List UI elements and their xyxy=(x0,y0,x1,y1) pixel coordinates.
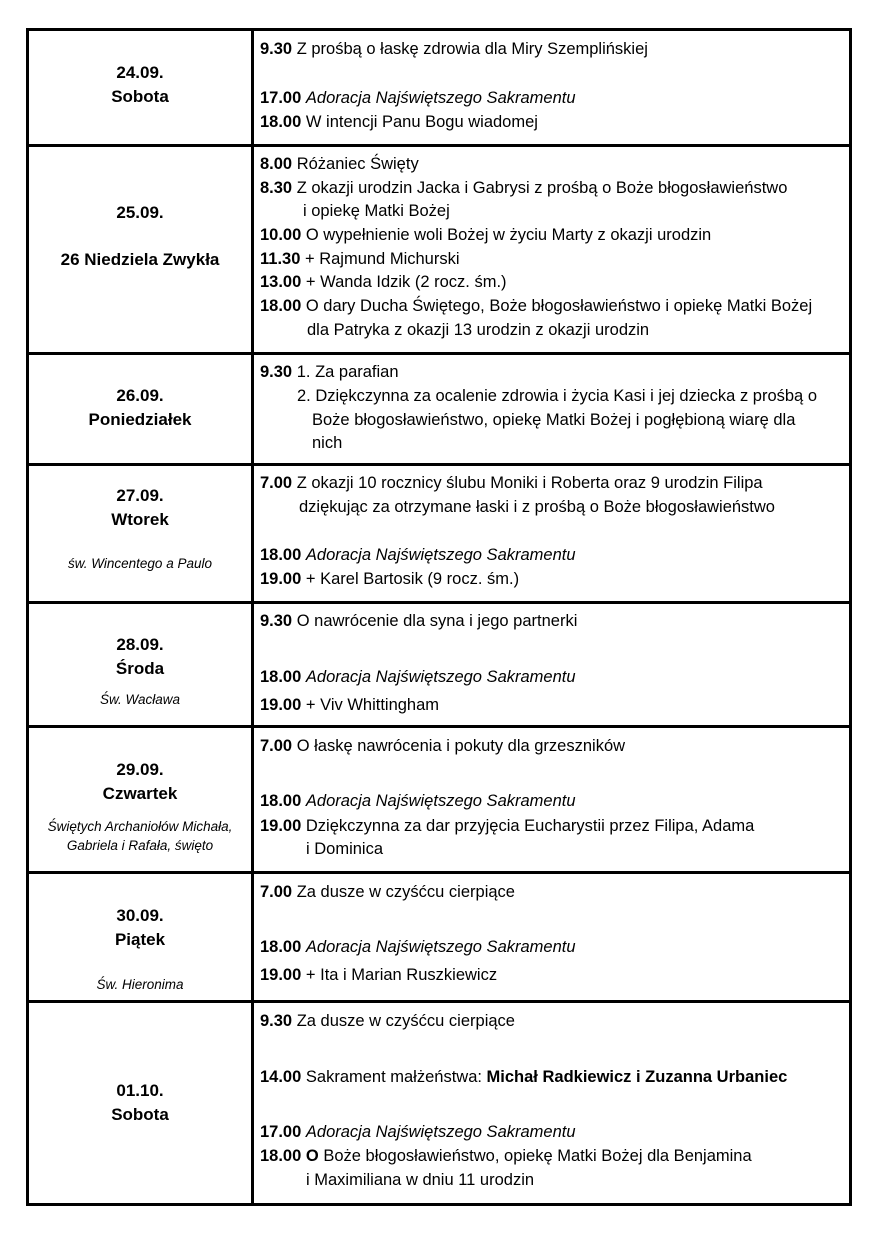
intentions-cell xyxy=(254,604,849,725)
intention-text: Adoracja Najświętszego Sakramentu xyxy=(305,546,576,564)
mass-time: 19.00 xyxy=(260,817,302,835)
mass-time: 18.00 xyxy=(260,546,302,564)
intention-line xyxy=(260,270,507,294)
intention-text: Adoracja Najświętszego Sakramentu xyxy=(305,938,576,956)
intention-line-continued xyxy=(307,318,649,342)
intentions-cell xyxy=(254,466,849,601)
mass-time: 13.00 xyxy=(260,273,302,291)
intention-line-continued xyxy=(306,837,383,861)
intention-text: dla Patryka z okazji 13 urodzin z okazji urodzin xyxy=(307,321,650,339)
saint-of-day: Św. Wacława xyxy=(99,692,181,707)
day-cell xyxy=(29,604,254,725)
day-date: 29.09. xyxy=(116,760,164,779)
intention-text: Adoracja Najświętszego Sakramentu xyxy=(305,668,576,686)
saint-of-day-continued: Gabriela i Rafała, święto xyxy=(66,838,214,853)
intention-text: Adoracja Najświętszego Sakramentu xyxy=(305,89,576,107)
day-row xyxy=(29,31,849,144)
day-name: Sobota xyxy=(111,1105,169,1124)
day-row xyxy=(29,352,849,463)
intention-text: 2. Dziękczynna za ocalenie zdrowia i życia Kasi i jej dziecka z prośbą o xyxy=(297,387,817,405)
intention-text: Za dusze w czyśćcu cierpiące xyxy=(296,1012,515,1030)
intention-line xyxy=(260,294,812,318)
intention-line xyxy=(260,935,576,959)
intention-line xyxy=(260,86,576,110)
intention-line xyxy=(260,360,399,384)
intention-text: i Maximiliana w dniu 11 urodzin xyxy=(306,1171,535,1189)
mass-time: 7.00 xyxy=(260,883,293,901)
mass-time: 19.00 xyxy=(260,966,302,984)
intention-line xyxy=(260,37,648,61)
intention-text: Boże błogosławieństwo, opiekę Matki Bożej i pogłębioną wiarę dla xyxy=(312,411,796,429)
intention-text: Adoracja Najświętszego Sakramentu xyxy=(305,1123,576,1141)
mass-time: 7.00 xyxy=(260,474,293,492)
intention-text: Adoracja Najświętszego Sakramentu xyxy=(305,792,576,810)
intention-text: + Viv Whittingham xyxy=(305,696,440,714)
day-row xyxy=(29,601,849,725)
saint-of-day: Św. Hieronima xyxy=(96,977,184,992)
intention-text: Dziękczynna za dar przyjęcia Eucharystii przez Filipa, Adama xyxy=(305,817,755,835)
mass-time: 18.00 xyxy=(260,668,302,686)
intentions-cell xyxy=(254,31,849,144)
day-cell xyxy=(29,31,254,144)
intention-text: O nawrócenie dla syna i jego partnerki xyxy=(296,612,578,630)
mass-time: 9.30 xyxy=(260,612,293,630)
intentions-cell xyxy=(254,874,849,1000)
intention-text: Z okazji urodzin Jacka i Gabrysi z prośbą o Boże błogosławieństwo xyxy=(296,179,788,197)
day-name: Sobota xyxy=(111,87,169,106)
intention-text: 1. Za parafian xyxy=(296,363,399,381)
intention-lead-word: O xyxy=(305,1147,319,1165)
mass-time: 18.00 xyxy=(260,113,302,131)
day-row xyxy=(29,144,849,352)
mass-time: 14.00 xyxy=(260,1068,302,1086)
day-name: Poniedziałek xyxy=(88,410,192,429)
saint-of-day: św. Wincentego a Paulo xyxy=(68,556,212,571)
day-cell xyxy=(29,466,254,601)
intention-line xyxy=(260,1065,787,1089)
intention-text: Z prośbą o łaskę zdrowia dla Miry Szemplińskiej xyxy=(296,40,648,58)
mass-time: 10.00 xyxy=(260,226,302,244)
intention-text: dziękując za otrzymane łaski i z prośbą o Boże błogosławieństwo xyxy=(299,498,775,516)
mass-time: 7.00 xyxy=(260,737,293,755)
mass-time: 9.30 xyxy=(260,40,293,58)
day-date: 28.09. xyxy=(116,635,164,654)
intention-text: O dary Ducha Świętego, Boże błogosławieństwo i opiekę Matki Bożej xyxy=(305,297,813,315)
intention-line xyxy=(260,665,576,689)
intention-text: Różaniec Święty xyxy=(296,155,419,173)
day-name: 26 Niedziela Zwykła xyxy=(60,250,220,269)
mass-time: 17.00 xyxy=(260,89,302,107)
day-date: 26.09. xyxy=(116,386,164,405)
intention-line xyxy=(260,609,577,633)
intention-text: + Karel Bartosik (9 rocz. śm.) xyxy=(305,570,520,588)
day-cell xyxy=(29,728,254,871)
intentions-cell xyxy=(254,147,849,352)
intention-text: nich xyxy=(312,434,343,452)
intention-line-continued xyxy=(297,384,817,408)
intention-line xyxy=(260,223,711,247)
intention-line xyxy=(260,789,576,813)
day-date: 30.09. xyxy=(116,906,164,925)
intention-line xyxy=(260,963,497,987)
day-date: 25.09. xyxy=(116,203,164,222)
intention-text: i opiekę Matki Bożej xyxy=(303,202,450,220)
intention-line xyxy=(260,1009,515,1033)
day-date: 01.10. xyxy=(116,1081,164,1100)
intentions-cell xyxy=(254,1003,849,1203)
day-date: 24.09. xyxy=(116,63,164,82)
day-name: Czwartek xyxy=(102,784,178,803)
intention-text: Z okazji 10 rocznicy ślubu Moniki i Roberta oraz 9 urodzin Filipa xyxy=(296,474,763,492)
intention-text: + Wanda Idzik (2 rocz. śm.) xyxy=(305,273,507,291)
intention-line xyxy=(260,110,538,134)
mass-time: 17.00 xyxy=(260,1123,302,1141)
mass-time: 19.00 xyxy=(260,570,302,588)
intention-text: + Rajmund Michurski xyxy=(304,250,460,268)
mass-time: 9.30 xyxy=(260,1012,293,1030)
mass-time: 8.30 xyxy=(260,179,293,197)
intention-line-continued xyxy=(299,495,775,519)
mass-time: 18.00 xyxy=(260,297,302,315)
intention-line-continued xyxy=(312,431,342,455)
day-cell xyxy=(29,355,254,463)
mass-time: 18.00 xyxy=(260,792,302,810)
intention-text: + Ita i Marian Ruszkiewicz xyxy=(305,966,498,984)
intention-line-continued xyxy=(312,408,795,432)
day-date: 27.09. xyxy=(116,486,164,505)
mass-intentions-table xyxy=(26,28,852,1206)
mass-time: 9.30 xyxy=(260,363,293,381)
mass-time: 8.00 xyxy=(260,155,293,173)
intention-line xyxy=(260,1120,576,1144)
intention-text: O wypełnienie woli Bożej w życiu Marty z okazji urodzin xyxy=(305,226,712,244)
intention-line xyxy=(260,471,763,495)
mass-time: 18.00 xyxy=(260,938,302,956)
intention-line xyxy=(260,247,460,271)
day-name: Piątek xyxy=(114,930,166,949)
couple-names: Michał Radkiewicz i Zuzanna Urbaniec xyxy=(486,1068,788,1086)
intention-line xyxy=(260,880,515,904)
intention-line-continued xyxy=(306,1168,534,1192)
intention-line xyxy=(260,152,419,176)
saint-of-day: Świętych Archaniołów Michała, xyxy=(47,819,233,834)
intention-line xyxy=(260,734,625,758)
mass-time: 18.00 xyxy=(260,1147,302,1165)
day-cell xyxy=(29,1003,254,1203)
intention-line xyxy=(260,567,519,591)
intention-text: i Dominica xyxy=(306,840,384,858)
day-name: Środa xyxy=(115,659,165,678)
intention-line xyxy=(260,693,439,717)
day-cell xyxy=(29,147,254,352)
intention-text: W intencji Panu Bogu wiadomej xyxy=(305,113,538,131)
intention-line-continued xyxy=(303,199,450,223)
intentions-cell xyxy=(254,728,849,871)
intentions-cell xyxy=(254,355,849,463)
day-row xyxy=(29,871,849,1000)
intention-text: O łaskę nawrócenia i pokuty dla grzeszników xyxy=(296,737,626,755)
mass-time: 19.00 xyxy=(260,696,302,714)
day-name: Wtorek xyxy=(111,510,169,529)
day-row xyxy=(29,463,849,601)
intention-text: Za dusze w czyśćcu cierpiące xyxy=(296,883,515,901)
intention-line xyxy=(260,1144,752,1168)
intention-text: Boże błogosławieństwo, opiekę Matki Bożej dla Benjamina xyxy=(323,1147,752,1165)
day-row xyxy=(29,725,849,871)
mass-time: 11.30 xyxy=(260,250,301,268)
intention-text: Sakrament małżeństwa: xyxy=(305,1068,487,1086)
intention-line xyxy=(260,814,754,838)
intention-line xyxy=(260,176,787,200)
day-cell xyxy=(29,874,254,1000)
intention-line xyxy=(260,543,576,567)
day-row xyxy=(29,1000,849,1203)
